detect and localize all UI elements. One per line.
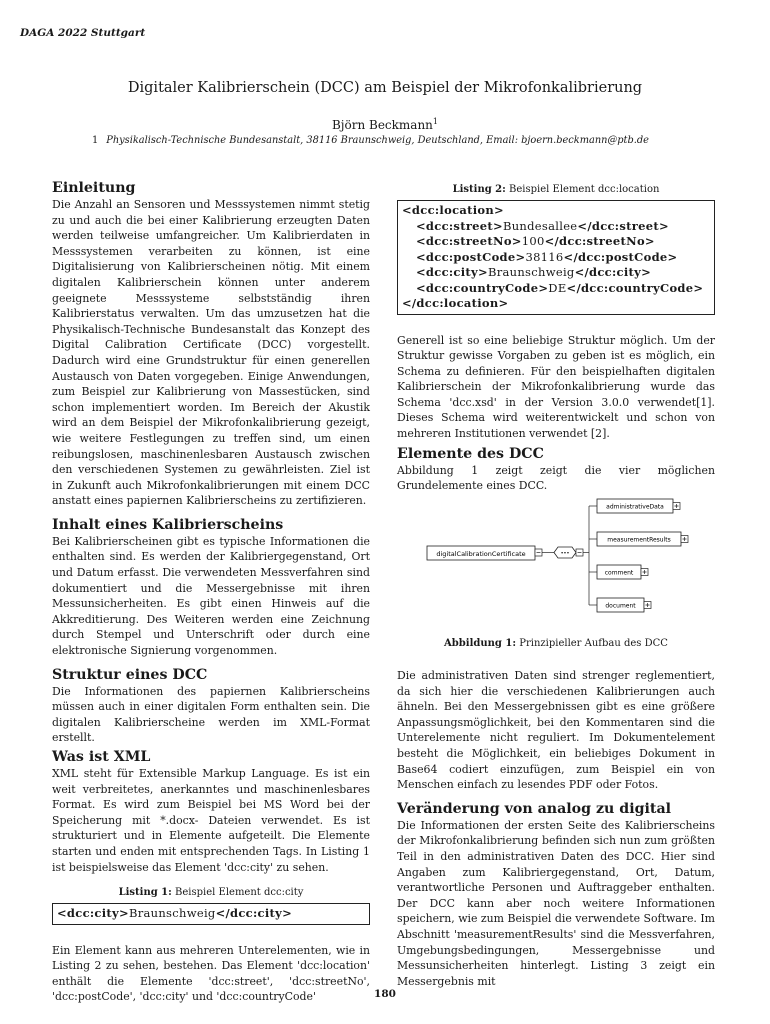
paragraph-struktur: Die Informationen des papiernen Kalibrierscheins müssen auch in einer digitalen Form enthalten sein. Die digitalen Kalibrierscheine werden im XML-Format erstellt. xyxy=(52,684,370,745)
l2-city-close: </dcc:city> xyxy=(574,265,652,279)
root-node-label: digitalCalibrationCertificate xyxy=(436,550,526,558)
paragraph-veraenderung: Die Informationen der ersten Seite des Kalibrierscheins der Mikrofonkalibrierung befinden sich nun zum größten Teil in den administrativen Daten des DCC. Hier sind Angaben zum Kalibriergegenstand, Ort, Datum, verantwortliche Personen und Auftraggeber enthalten. Der DCC kann aber noch weitere Informationen speichern, wie zum Beispiel die verwendete Software. Im Abschnitt 'measurementResults' sind die Messverfahren, Umgebungsbedingungen, Messergebnisse und Messunsicherheiten hinterlegt. Listing 3 zeigt ein Messergebnis mit xyxy=(397,818,715,988)
heading-elemente: Elemente des DCC xyxy=(397,445,544,462)
dcc-structure-figure xyxy=(397,490,715,624)
l2-street-open: <dcc:street> xyxy=(416,218,503,233)
page-number: 180 xyxy=(374,988,396,1000)
child-administrativeData-label: administrativeData xyxy=(606,503,664,511)
l2-streetno-open: <dcc:streetNo> xyxy=(416,234,522,248)
listing1-caption-text: Beispiel Element dcc:city xyxy=(175,887,304,899)
listing1-open-tag: <dcc:city> xyxy=(57,906,129,921)
author-name: Björn Beckmann xyxy=(331,118,433,132)
affiliation-text: Physikalisch-Technische Bundesanstalt, 38116 Braunschweig, Deutschland, Email: bjoern.beckmann@ptb.de xyxy=(106,135,649,146)
listing1-close-tag: </dcc:city> xyxy=(215,906,293,921)
listing1-code xyxy=(52,903,370,925)
left-column xyxy=(52,180,370,1005)
l2-street-close: </dcc:street> xyxy=(577,218,669,233)
dcc-diagram xyxy=(397,490,715,620)
author-line xyxy=(0,117,770,132)
heading-einleitung: Einleitung xyxy=(52,180,136,196)
child-document-label: document xyxy=(605,602,636,610)
figure-label: Abbildung 1: xyxy=(444,638,517,649)
l2-streetno-close: </dcc:streetNo> xyxy=(544,234,655,248)
figure-caption xyxy=(397,638,715,649)
listing1-value: Braunschweig xyxy=(128,906,216,921)
l2-postcode-open: <dcc:postCode> xyxy=(416,249,526,264)
heading-struktur: Struktur eines DCC xyxy=(52,666,208,683)
listing2-caption xyxy=(397,184,715,196)
listing1-label: Listing 1: xyxy=(118,887,172,899)
paragraph-administrativ: Die administrativen Daten sind strenger reglementiert, da sich hier die verschiedenen Kalibrierungen auch ähneln. Bei den Messergebnissen gibt es eine größere Anpassungsmöglichkeit, bei den Kommentaren sind die Unterelemente nicht reguliert. Im Dokumentelement besteht die Möglichkeit, ein beliebiges Dokument in Base64 codiert einzufügen, zum Beispiel ein von Menschen einfach zu lesendes PDF oder Fotos. xyxy=(397,669,715,792)
l2-country-close: </dcc:countryCode> xyxy=(566,280,704,295)
paragraph-elemente: Abbildung 1 zeigt zeigt die vier möglichen Grundelemente eines DCC. xyxy=(397,463,715,493)
paragraph-generell: Generell ist so eine beliebige Struktur möglich. Um der Struktur gewisse Vorgaben zu geben ist es möglich, ein Schema zu definieren. Für den beispielhaften digitalen Kalibrierschein der Mikrofonkalibrierung wurde das Schema 'dcc.xsd' in der Version 3.0.0 verwendet[1]. Dieses Schema wird weiterentwickelt und schon von mehreren Institutionen verwendet [2]. xyxy=(397,333,715,441)
l2-location-open: <dcc:location> xyxy=(402,203,504,217)
paragraph-after-listing: Ein Element kann aus mehreren Unterelementen, wie in Listing 2 zu sehen, bestehen. Das Element 'dcc:location' enthält die Elemente 'dcc:street', 'dcc:streetNo', 'dcc:postCode', 'dcc:city' und 'dcc:countryCode' xyxy=(52,943,370,1004)
affiliation-line xyxy=(92,135,649,146)
heading-xml: Was ist XML xyxy=(52,749,151,765)
l2-country-open: <dcc:countryCode> xyxy=(416,280,549,295)
listing2-code xyxy=(397,200,715,315)
right-column-top xyxy=(397,184,715,494)
paragraph-inhalt: Bei Kalibrierscheinen gibt es typische Informationen die enthalten sind. Es werden der Kalibriergegenstand, Ort und Datum erfasst. Die verwendeten Messverfahren sind dokumentiert und die Messergebnisse mit ihren Messunsicherheiten. Es gibt einen Hinweis auf die Akkreditierung. Des Weiteren werden eine Zeichnung durch Stempel und Unterschrift oder durch eine elektronische Signierung vorgenommen. xyxy=(52,534,370,658)
sequence-label: ••• xyxy=(560,550,570,557)
l2-location-close: </dcc:location> xyxy=(402,296,509,310)
l2-street-value: Bundesallee xyxy=(502,218,578,233)
listing2-caption-text: Beispiel Element dcc:location xyxy=(509,184,660,195)
l2-country-value: DE xyxy=(548,280,567,295)
figure-caption-text: Prinzipieller Aufbau des DCC xyxy=(519,638,668,649)
l2-city-open: <dcc:city> xyxy=(416,265,488,279)
paper-title: Digitaler Kalibrierschein (DCC) am Beispiel der Mikrofonkalibrierung xyxy=(127,80,643,96)
heading-veraenderung: Veränderung von analog zu digital xyxy=(397,800,672,817)
l2-streetno-value: 100 xyxy=(521,234,545,248)
listing2-label: Listing 2: xyxy=(452,184,506,195)
heading-inhalt: Inhalt eines Kalibrierscheins xyxy=(52,516,284,533)
l2-postcode-close: </dcc:postCode> xyxy=(563,249,678,264)
author-sup: 1 xyxy=(432,117,439,126)
l2-postcode-value: 38116 xyxy=(525,249,564,264)
listing1-caption xyxy=(52,887,370,899)
child-comment-label: comment xyxy=(604,569,634,577)
affiliation-number: 1 xyxy=(92,135,99,146)
child-measurementResults-label: measurementResults xyxy=(607,536,671,544)
conference-header: DAGA 2022 Stuttgart xyxy=(20,27,146,39)
paragraph-einleitung: Die Anzahl an Sensoren und Messsystemen nimmt stetig zu und auch die bei einer Kalibrierung erzeugten Daten werden teilweise umfangreicher. Um Kalibrierdaten in Messsystemen verarbeiten zu können, ist eine Digitalisierung von Kalibrierscheinen nötig. Mit einem digitalen Kalibrierschein können unter anderem geeignete Messsysteme selbstständig ihren Kalibrierstatus verwalten. Um das umzusetzen hat die Physikalisch-Technische Bundesanstalt das Konzept des Digital Calibration Certificate (DCC) vorgestellt. Dadurch wird eine Grundstruktur für einen generellen Austausch von Daten vorgegeben. Einige Anwendungen, zum Beispiel zur Kalibrierung von Massestücken, sind schon implementiert worden. Im Bereich der Akustik wird an dem Beispiel der Mikrofonkalibrierung gezeigt, wie weitere Festlegungen zu treffen sind, um einen reibungslosen, maschinenlesbaren Austausch zwischen den verschiedenen Systemen zu gewährleisten. Ziel ist in Zukunft auch Mikrofonkalibrierungen mit einem DCC anstatt eines papiernen Kalibrierscheins zu zertifizieren. xyxy=(52,198,370,508)
l2-city-value: Braunschweig xyxy=(487,265,575,279)
paragraph-xml: XML steht für Extensible Markup Language. Es ist ein weit verbreitetes, anerkanntes und maschinenlesbares Format. Es wird zum Beispiel bei MS Word bei der Speicherung mit *.docx- Dateien verwendet. Es ist strukturiert und in Elemente aufgeteilt. Die Elemente starten und enden mit entsprechenden Tags. In Listing 1 ist beispielsweise das Element 'dcc:city' zu sehen. xyxy=(52,767,370,874)
right-column-bottom xyxy=(397,668,715,989)
